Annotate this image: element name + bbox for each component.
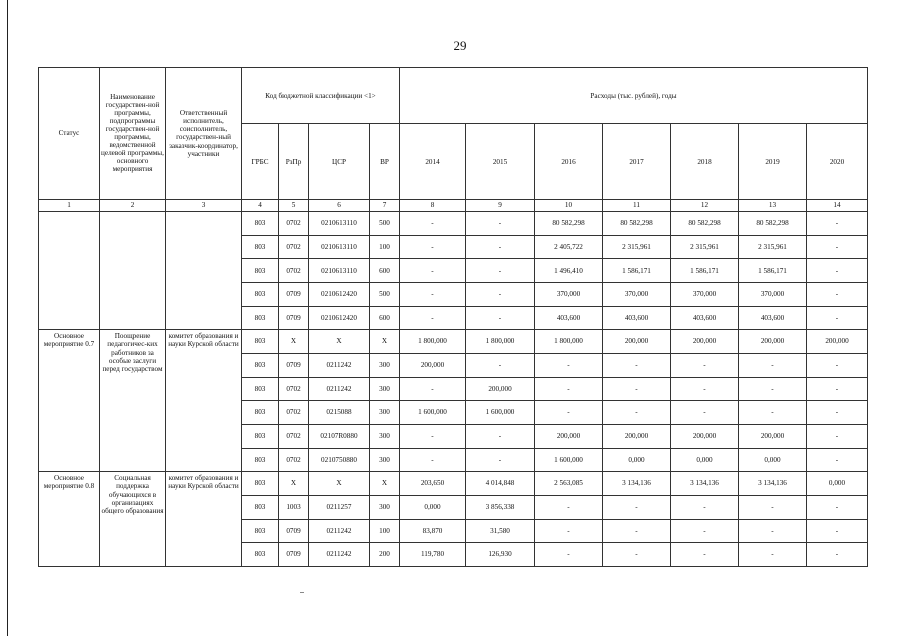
cell-y2019: -: [739, 495, 807, 519]
cell-y2020: -: [807, 306, 868, 330]
cell-y2017: 370,000: [603, 282, 671, 306]
cell-y2020: -: [807, 282, 868, 306]
cell-y2018: -: [671, 543, 739, 567]
cell-y2018: 370,000: [671, 282, 739, 306]
header-grbs: ГРБС: [242, 124, 279, 200]
cell-y2019: -: [739, 353, 807, 377]
cell-y2018: -: [671, 353, 739, 377]
cell-y2020: -: [807, 377, 868, 401]
cell-csr: X: [309, 472, 370, 496]
cell-y2015: 126,930: [466, 543, 535, 567]
cell-rzpr: 0709: [279, 543, 309, 567]
cell-y2018: 200,000: [671, 424, 739, 448]
cell-grbs: 803: [242, 282, 279, 306]
cell-grbs: 803: [242, 353, 279, 377]
cell-y2018: 2 315,961: [671, 235, 739, 259]
cell-y2018: -: [671, 377, 739, 401]
column-number: 8: [400, 199, 466, 211]
cell-vr: 300: [370, 377, 400, 401]
cell-vr: 500: [370, 211, 400, 235]
cell-vr: 300: [370, 495, 400, 519]
cell-rzpr: 0702: [279, 401, 309, 425]
cell-y2020: -: [807, 259, 868, 283]
cell-csr: 02107R0880: [309, 424, 370, 448]
column-number: 1: [39, 199, 100, 211]
cell-y2014: 203,650: [400, 472, 466, 496]
cell-y2014: -: [400, 235, 466, 259]
cell-y2019: 80 582,298: [739, 211, 807, 235]
cell-vr: 100: [370, 235, 400, 259]
column-number: 4: [242, 199, 279, 211]
cell-grbs: 803: [242, 377, 279, 401]
cell-rzpr: 0702: [279, 448, 309, 472]
header-responsible: Ответственный исполнитель, соисполнитель, государствен-ный заказчик-координатор, участники: [166, 68, 242, 200]
cell-y2020: -: [807, 424, 868, 448]
cell-vr: X: [370, 330, 400, 354]
cell-y2018: -: [671, 495, 739, 519]
cell-y2018: 200,000: [671, 330, 739, 354]
cell-csr: 0210750880: [309, 448, 370, 472]
cell-y2019: 200,000: [739, 330, 807, 354]
cell-y2020: 200,000: [807, 330, 868, 354]
cell-y2017: 3 134,136: [603, 472, 671, 496]
column-number: 10: [535, 199, 603, 211]
cell-y2020: 0,000: [807, 472, 868, 496]
cell-y2019: 2 315,961: [739, 235, 807, 259]
cell-y2014: -: [400, 259, 466, 283]
cell-csr: 0211242: [309, 543, 370, 567]
cell-rzpr: 0702: [279, 259, 309, 283]
cell-y2018: 3 134,136: [671, 472, 739, 496]
header-status: Статус: [39, 68, 100, 200]
cell-rzpr: X: [279, 330, 309, 354]
header-name: Наименование государствен-ной программы, подпрограммы государствен-ной программы, ведомственной целевой программы, основного мероприятия: [100, 68, 166, 200]
cell-grbs: 803: [242, 472, 279, 496]
cell-y2018: -: [671, 519, 739, 543]
cell-y2015: 1 600,000: [466, 401, 535, 425]
cell-y2017: 200,000: [603, 330, 671, 354]
cell-y2019: 200,000: [739, 424, 807, 448]
cell-y2016: 370,000: [535, 282, 603, 306]
cell-csr: 0211242: [309, 353, 370, 377]
budget-table: [38, 67, 868, 567]
cell-y2017: 2 315,961: [603, 235, 671, 259]
cell-y2016: 2 405,722: [535, 235, 603, 259]
cell-rzpr: 0702: [279, 377, 309, 401]
group-status: [39, 211, 100, 329]
column-number: 12: [671, 199, 739, 211]
header-budget-code: Код бюджетной классификации <1>: [242, 68, 400, 124]
cell-y2015: 4 014,848: [466, 472, 535, 496]
cell-y2016: -: [535, 377, 603, 401]
cell-y2016: 403,600: [535, 306, 603, 330]
cell-grbs: 803: [242, 519, 279, 543]
cell-grbs: 803: [242, 235, 279, 259]
cell-y2020: -: [807, 519, 868, 543]
cell-y2014: -: [400, 377, 466, 401]
cell-grbs: 803: [242, 424, 279, 448]
cell-csr: 0210613110: [309, 235, 370, 259]
cell-y2019: 3 134,136: [739, 472, 807, 496]
cell-y2017: 403,600: [603, 306, 671, 330]
header-csr: ЦСР: [309, 124, 370, 200]
column-number: 7: [370, 199, 400, 211]
cell-vr: 300: [370, 401, 400, 425]
cell-csr: 0211242: [309, 519, 370, 543]
header-rzpr: РзПр: [279, 124, 309, 200]
page-number: 29: [453, 38, 467, 53]
cell-y2017: 0,000: [603, 448, 671, 472]
cell-rzpr: 0702: [279, 235, 309, 259]
cell-grbs: 803: [242, 211, 279, 235]
cell-y2019: 370,000: [739, 282, 807, 306]
cell-y2015: 31,580: [466, 519, 535, 543]
cell-y2015: 200,000: [466, 377, 535, 401]
cell-y2016: 80 582,298: [535, 211, 603, 235]
cell-y2020: -: [807, 353, 868, 377]
group-name: [100, 211, 166, 329]
cell-y2018: 80 582,298: [671, 211, 739, 235]
cell-y2015: 3 856,338: [466, 495, 535, 519]
column-number-row: [39, 199, 868, 211]
cell-vr: 200: [370, 543, 400, 567]
group-responsible: комитет образования и науки Курской области: [166, 330, 242, 472]
cell-y2019: 1 586,171: [739, 259, 807, 283]
header-year-2020: 2020: [807, 124, 868, 200]
column-number: 11: [603, 199, 671, 211]
cell-y2017: 1 586,171: [603, 259, 671, 283]
cell-grbs: 803: [242, 543, 279, 567]
cell-y2020: -: [807, 495, 868, 519]
header-expenses: Расходы (тыс. рублей), годы: [400, 68, 868, 124]
group-responsible: [166, 211, 242, 329]
cell-y2019: -: [739, 519, 807, 543]
cell-grbs: 803: [242, 330, 279, 354]
cell-y2017: -: [603, 495, 671, 519]
cell-y2018: 1 586,171: [671, 259, 739, 283]
group-status: Основное мероприятие 0.7: [39, 330, 100, 472]
column-number: 6: [309, 199, 370, 211]
cell-vr: 300: [370, 448, 400, 472]
table-row: [39, 330, 868, 354]
header-year-2015: 2015: [466, 124, 535, 200]
cell-y2016: -: [535, 495, 603, 519]
cell-y2017: 80 582,298: [603, 211, 671, 235]
cell-y2016: -: [535, 519, 603, 543]
cell-y2019: -: [739, 377, 807, 401]
cell-y2019: 0,000: [739, 448, 807, 472]
column-number: 13: [739, 199, 807, 211]
cell-y2019: -: [739, 543, 807, 567]
cell-y2015: -: [466, 424, 535, 448]
cell-y2017: -: [603, 543, 671, 567]
cell-rzpr: 0709: [279, 306, 309, 330]
cell-csr: 0210613110: [309, 259, 370, 283]
cell-csr: 0211242: [309, 377, 370, 401]
cell-y2015: -: [466, 448, 535, 472]
cell-y2020: -: [807, 543, 868, 567]
group-name: Социальная поддержка обучающихся в организациях общего образования: [100, 472, 166, 567]
header-vr: ВР: [370, 124, 400, 200]
cell-grbs: 803: [242, 306, 279, 330]
header-year-2017: 2017: [603, 124, 671, 200]
cell-rzpr: 0709: [279, 353, 309, 377]
cell-y2015: -: [466, 211, 535, 235]
column-number: 14: [807, 199, 868, 211]
cell-rzpr: 1003: [279, 495, 309, 519]
cell-y2014: 1 600,000: [400, 401, 466, 425]
cell-y2020: -: [807, 235, 868, 259]
cell-y2018: 0,000: [671, 448, 739, 472]
cell-y2014: -: [400, 282, 466, 306]
cell-y2017: -: [603, 377, 671, 401]
cell-vr: 600: [370, 259, 400, 283]
cell-y2014: 83,870: [400, 519, 466, 543]
cell-csr: 0210612420: [309, 306, 370, 330]
left-margin-rule: [7, 0, 8, 636]
table-row: [39, 472, 868, 496]
cell-vr: 100: [370, 519, 400, 543]
group-status: Основное мероприятие 0.8: [39, 472, 100, 567]
cell-y2020: -: [807, 211, 868, 235]
cell-y2018: -: [671, 401, 739, 425]
cell-y2015: -: [466, 306, 535, 330]
cell-y2016: 200,000: [535, 424, 603, 448]
cell-y2015: -: [466, 235, 535, 259]
cell-grbs: 803: [242, 259, 279, 283]
cell-y2014: 0,000: [400, 495, 466, 519]
cell-y2015: -: [466, 353, 535, 377]
cell-y2015: -: [466, 259, 535, 283]
cell-y2017: 200,000: [603, 424, 671, 448]
cell-y2016: 1 496,410: [535, 259, 603, 283]
cell-csr: 0215088: [309, 401, 370, 425]
cell-vr: 300: [370, 353, 400, 377]
column-number: 5: [279, 199, 309, 211]
cell-y2017: -: [603, 353, 671, 377]
cell-rzpr: 0702: [279, 424, 309, 448]
cell-y2020: -: [807, 401, 868, 425]
cell-vr: 600: [370, 306, 400, 330]
table-row: [39, 211, 868, 235]
cell-y2016: 1 800,000: [535, 330, 603, 354]
cell-y2016: -: [535, 401, 603, 425]
cell-vr: 500: [370, 282, 400, 306]
column-number: 2: [100, 199, 166, 211]
cell-grbs: 803: [242, 495, 279, 519]
header-year-2016: 2016: [535, 124, 603, 200]
cell-rzpr: 0709: [279, 282, 309, 306]
cell-grbs: 803: [242, 401, 279, 425]
cell-y2017: -: [603, 401, 671, 425]
cell-rzpr: 0709: [279, 519, 309, 543]
cell-y2018: 403,600: [671, 306, 739, 330]
cell-csr: 0211257: [309, 495, 370, 519]
header-year-2014: 2014: [400, 124, 466, 200]
scan-speck: [300, 592, 304, 593]
cell-rzpr: X: [279, 472, 309, 496]
cell-grbs: 803: [242, 448, 279, 472]
cell-y2014: -: [400, 424, 466, 448]
cell-vr: 300: [370, 424, 400, 448]
cell-y2016: 2 563,085: [535, 472, 603, 496]
cell-y2016: 1 600,000: [535, 448, 603, 472]
cell-csr: 0210612420: [309, 282, 370, 306]
cell-y2015: 1 800,000: [466, 330, 535, 354]
header-year-2018: 2018: [671, 124, 739, 200]
cell-y2016: -: [535, 353, 603, 377]
cell-y2014: -: [400, 448, 466, 472]
cell-y2020: -: [807, 448, 868, 472]
group-name: Поощрение педагогичес-ких работников за особые заслуги перед государством: [100, 330, 166, 472]
cell-y2019: -: [739, 401, 807, 425]
cell-y2016: -: [535, 543, 603, 567]
cell-y2014: 1 800,000: [400, 330, 466, 354]
cell-y2015: -: [466, 282, 535, 306]
cell-csr: 0210613110: [309, 211, 370, 235]
header-year-2019: 2019: [739, 124, 807, 200]
cell-csr: X: [309, 330, 370, 354]
cell-y2014: -: [400, 211, 466, 235]
cell-rzpr: 0702: [279, 211, 309, 235]
cell-y2014: 200,000: [400, 353, 466, 377]
cell-y2014: 119,780: [400, 543, 466, 567]
column-number: 3: [166, 199, 242, 211]
cell-y2017: -: [603, 519, 671, 543]
column-number: 9: [466, 199, 535, 211]
cell-y2019: 403,600: [739, 306, 807, 330]
group-responsible: комитет образования и науки Курской области: [166, 472, 242, 567]
cell-vr: X: [370, 472, 400, 496]
cell-y2014: -: [400, 306, 466, 330]
